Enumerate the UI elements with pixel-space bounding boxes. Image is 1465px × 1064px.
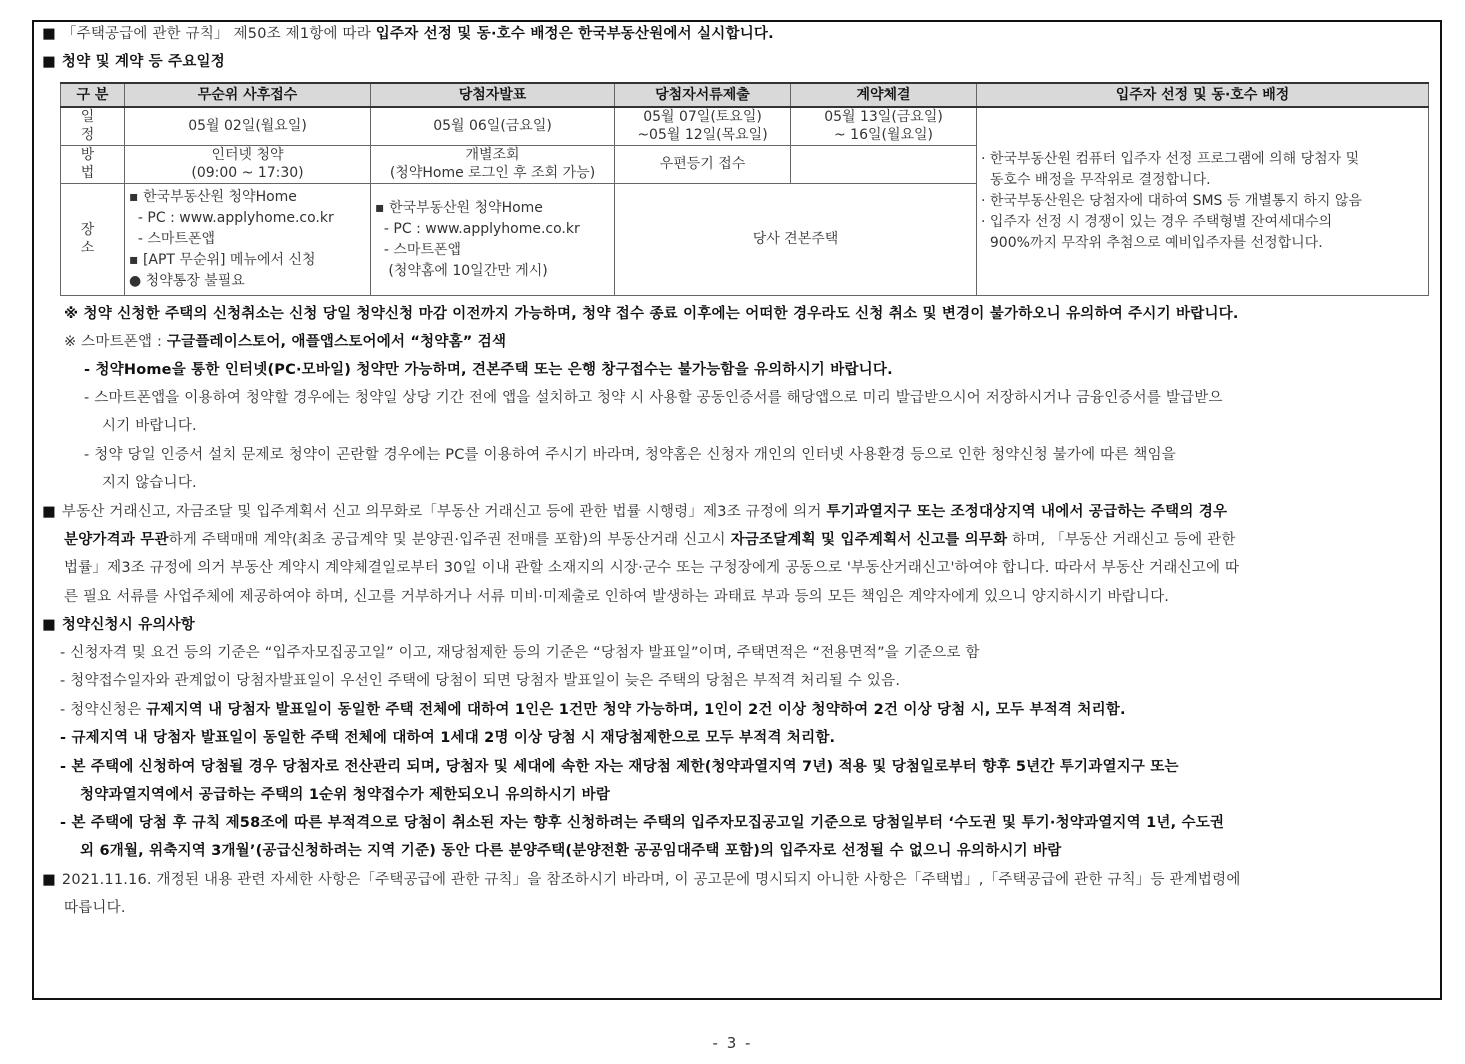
- assignment-cell: · 한국부동산원 컴퓨터 입주자 선정 프로그램에 의해 당첨자 및 동호수 배정을 무작위로 결정합니다. · 한국부동산원은 당첨자에 대하여 SMS 등 개별통지 하지 않음 · 입주자 선정 시 경쟁이 있는 경우 주택형별 잔여세대수의 900%까지 무작위 추첨으로 예비입주자를 선정합니다.: [977, 107, 1429, 295]
- note-app-install-2: 시기 바랍니다.: [102, 418, 197, 434]
- page-number: - 3 -: [712, 1034, 753, 1052]
- header-assignment: 입주자 선정 및 동·호수 배정: [977, 83, 1429, 107]
- schedule-table: [60, 82, 1429, 296]
- date-application: 05월 02일(월요일): [125, 107, 371, 145]
- note-certificate-1: - 청약 당일 인증서 설치 문제로 청약이 곤란할 경우에는 PC를 이용하여 주시기 바라며, 청약홈은 신청자 개인의 인터넷 사용환경 등으로 인한 청약신청 불가에 따른 책임을: [84, 447, 1176, 463]
- method-documents: 우편등기 접수: [615, 145, 791, 183]
- row-label-date: 일 정: [61, 107, 125, 145]
- revision-line-1: ■ 2021.11.16. 개정된 내용 관련 자세한 사항은「주택공급에 관한 규칙」을 참조하시기 바라며, 이 공고문에 명시되지 아니한 사항은「주택법」,「주택공급에 관한 규칙」등 관계법령에: [42, 872, 1241, 888]
- date-announcement: 05월 06일(금요일): [371, 107, 615, 145]
- schedule-heading: ■ 청약 및 계약 등 주요일정: [42, 54, 225, 70]
- caution-1: - 신청자격 및 요건 등의 기준은 “입주자모집공고일” 이고, 재당첨제한 등의 기준은 “당첨자 발표일”이며, 주택면적은 “전용면적”을 기준으로 함: [60, 645, 980, 661]
- note-cancel: ※ 청약 신청한 주택의 신청취소는 신청 당일 청약신청 마감 이전까지 가능하며, 청약 접수 종료 이후에는 어떠한 경우라도 신청 취소 및 변경이 불가하오니 유의하여 주시기 바랍니다.: [64, 306, 1239, 322]
- document-frame: [32, 20, 1442, 1000]
- intro-line: ■ 「주택공급에 관한 규칙」 제50조 제1항에 따라 입주자 선정 및 동·호수 배정은 한국부동산원에서 실시합니다.: [42, 26, 774, 42]
- revision-line-2: 따릅니다.: [64, 900, 126, 916]
- place-model-house: 당사 견본주택: [615, 183, 977, 295]
- note-online-only: - 청약Home을 통한 인터넷(PC·모바일) 청약만 가능하며, 견본주택 또는 은행 창구접수는 불가능함을 유의하시기 바랍니다.: [84, 362, 893, 378]
- note-smartphone: ※ 스마트폰앱 : 구글플레이스토어, 애플앱스토어에서 “청약홈” 검색: [64, 334, 507, 350]
- bullet-square: ■: [42, 26, 56, 42]
- header-category: 구 분: [61, 83, 125, 107]
- header-document-submission: 당첨자서류제출: [615, 83, 791, 107]
- realestate-line-1: ■ 부동산 거래신고, 자금조달 및 입주계획서 신고 의무화로「부동산 거래신고 등에 관한 법률 시행령」제3조 규정에 의거 투기과열지구 또는 조정대상지역 내에서 공급하는 주택의 경우: [42, 504, 1228, 520]
- date-contract: 05월 13일(금요일) ~ 16일(월요일): [791, 107, 977, 145]
- caution-5-line-2: 청약과열지역에서 공급하는 주택의 1순위 청약접수가 제한되오니 유의하시기 바람: [80, 787, 611, 803]
- schedule-row-date: [61, 107, 1429, 145]
- realestate-line-4: 른 필요 서류를 사업주체에 제공하여야 하며, 신고를 거부하거나 서류 미비·미제출로 인하여 발생하는 과태료 부과 등의 모든 책임은 계약자에게 있으니 양지하시기 바랍니다.: [64, 589, 1170, 605]
- header-contract: 계약체결: [791, 83, 977, 107]
- method-announcement: 개별조회 (청약Home 로그인 후 조회 가능): [371, 145, 615, 183]
- row-label-place: 장 소: [61, 183, 125, 295]
- caution-3: - 청약신청은 규제지역 내 당첨자 발표일이 동일한 주택 전체에 대하여 1인은 1건만 청약 가능하며, 1인이 2건 이상 청약하여 2건 이상 당첨 시, 모두 부적격 처리함.: [60, 702, 1126, 718]
- method-contract: [791, 145, 977, 183]
- note-certificate-2: 지지 않습니다.: [102, 475, 197, 491]
- caution-6-line-2: 외 6개월, 위축지역 3개월’(공급신청하려는 지역 기준) 동안 다른 분양주택(분양전환 공공임대주택 포함)의 입주자로 선정될 수 없으니 유의하시기 바람: [80, 843, 1062, 859]
- schedule-header-row: [61, 83, 1429, 107]
- realestate-line-3: 법률」제3조 규정에 의거 부동산 계약시 계약체결일로부터 30일 이내 관할 소재지의 시장·군수 또는 구청장에게 공동으로 '부동산거래신고'하여야 합니다. 따라서 부동산 거래신고에 따: [64, 560, 1240, 576]
- place-announcement: ▪ 한국부동산원 청약Home - PC : www.applyhome.co.kr - 스마트폰앱 (청약홈에 10일간만 게시): [371, 183, 615, 295]
- realestate-line-2: 분양가격과 무관하게 주택매매 계약(최초 공급계약 및 분양권·입주권 전매를 포함)의 부동산거래 신고시 자금조달계획 및 입주계획서 신고를 의무화 하며, 「부동산 거래신고 등에 관한: [64, 532, 1236, 548]
- caution-6-line-1: - 본 주택에 당첨 후 규칙 제58조에 따른 부적격으로 당첨이 취소된 자는 향후 신청하려는 주택의 입주자모집공고일 기준으로 당첨일부터 ‘수도권 및 투기·청약과열지역 1년, 수도권: [60, 815, 1225, 831]
- date-documents: 05월 07일(토요일) ~05월 12일(목요일): [615, 107, 791, 145]
- caution-5-line-1: - 본 주택에 신청하여 당첨될 경우 당첨자로 전산관리 되며, 당첨자 및 세대에 속한 자는 재당첨 제한(청약과열지역 7년) 적용 및 당첨일로부터 향후 5년간 투기과열지구 또는: [60, 759, 1179, 775]
- method-application: 인터넷 청약 (09:00 ~ 17:30): [125, 145, 371, 183]
- note-app-install-1: - 스마트폰앱을 이용하여 청약할 경우에는 청약일 상당 기간 전에 앱을 설치하고 청약 시 사용할 공동인증서를 해당앱으로 미리 발급받으시어 저장하시거나 금융인증서를 발급받으: [84, 390, 1223, 406]
- caution-heading: ■ 청약신청시 유의사항: [42, 617, 196, 633]
- header-winner-announcement: 당첨자발표: [371, 83, 615, 107]
- caution-2: - 청약접수일자와 관계없이 당첨자발표일이 우선인 주택에 당첨이 되면 당첨자 발표일이 늦은 주택의 당첨은 부적격 처리될 수 있음.: [60, 673, 901, 689]
- caution-4: - 규제지역 내 당첨자 발표일이 동일한 주택 전체에 대하여 1세대 2명 이상 당첨 시 재당첨제한으로 모두 부적격 처리함.: [60, 730, 836, 746]
- row-label-method: 방 법: [61, 145, 125, 183]
- place-application: ▪ 한국부동산원 청약Home - PC : www.applyhome.co.kr - 스마트폰앱 ▪ [APT 무순위] 메뉴에서 신청 ● 청약통장 불필요: [125, 183, 371, 295]
- header-unranked-application: 무순위 사후접수: [125, 83, 371, 107]
